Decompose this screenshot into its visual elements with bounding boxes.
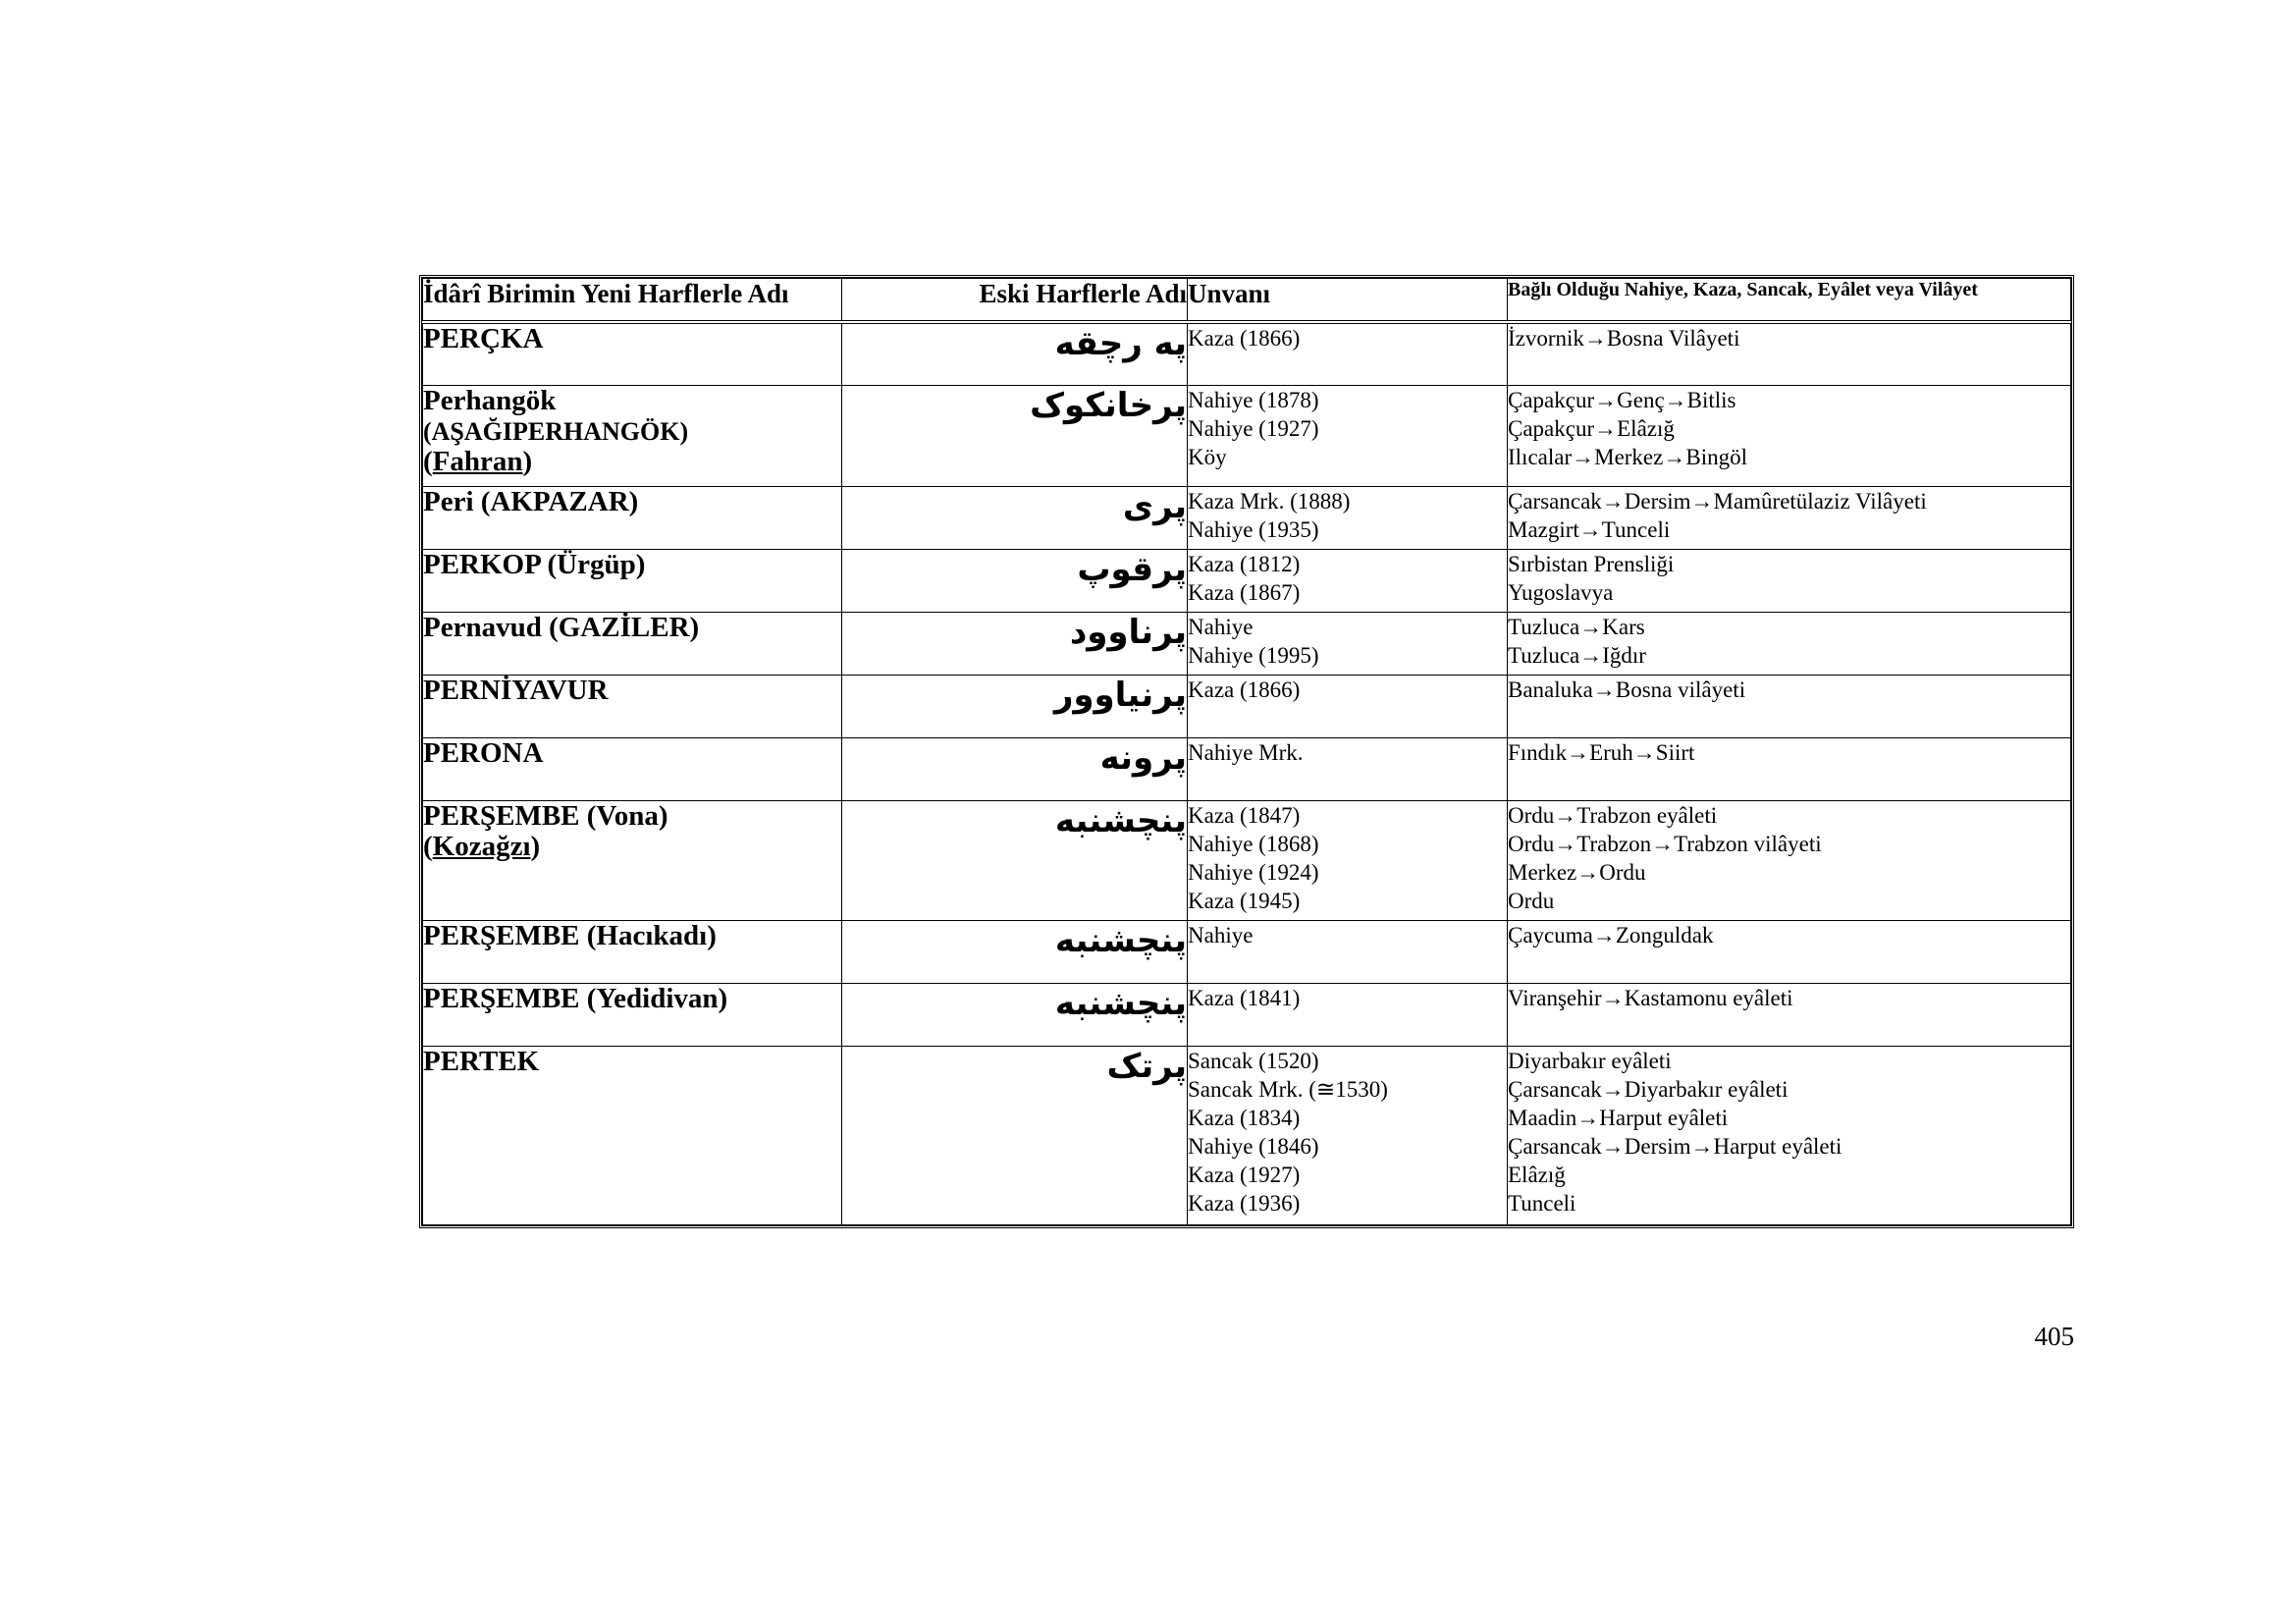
parent-entry: Yugoslavya	[1508, 579, 1614, 605]
old-name-cell: پرخانكوک	[842, 385, 1188, 486]
table-body	[423, 322, 2071, 1224]
title-entry: Kaza (1812)	[1188, 551, 1301, 576]
title-entry: Köy	[1188, 444, 1227, 469]
old-name-cell: پنچشنبه	[842, 800, 1188, 920]
title-cell	[1188, 737, 1508, 800]
parent-cell	[1508, 486, 2071, 549]
old-name-cell: پرتک	[842, 1046, 1188, 1224]
parent-entry: Çarsancak→Dersim→Mamûretülaziz Vilâyeti	[1508, 488, 1927, 514]
table-row	[423, 737, 2071, 800]
new-name-cell	[423, 800, 842, 920]
header-row	[423, 279, 2071, 323]
old-name-cell: پرنياوور	[842, 675, 1188, 737]
title-entry: Nahiye (1927)	[1188, 415, 1319, 441]
parent-cell	[1508, 1046, 2071, 1224]
parent-cell	[1508, 385, 2071, 486]
parent-cell	[1508, 612, 2071, 675]
title-entry: Sancak (1520)	[1188, 1048, 1319, 1073]
unit-name: Peri (AKPAZAR)	[423, 485, 639, 517]
title-cell	[1188, 549, 1508, 612]
title-cell	[1188, 675, 1508, 737]
header-old-name: Eski Harflerle Adı	[842, 279, 1188, 323]
parent-entry: Ordu	[1508, 888, 1555, 913]
unit-name: PERKOP (Ürgüp)	[423, 548, 646, 580]
title-entry: Nahiye	[1188, 614, 1254, 639]
title-entry: Kaza (1866)	[1188, 326, 1301, 351]
title-entry: Kaza (1927)	[1188, 1162, 1301, 1187]
title-entry: Kaza (1936)	[1188, 1190, 1301, 1216]
title-entry: Kaza (1847)	[1188, 802, 1301, 828]
parent-cell	[1508, 549, 2071, 612]
unit-name: PERŞEMBE (Yedidivan)	[423, 982, 728, 1014]
new-name-cell	[423, 920, 842, 983]
parent-entry: Fındık→Eruh→Siirt	[1508, 739, 1695, 765]
new-name-cell	[423, 983, 842, 1046]
unit-name: PERNİYAVUR	[423, 674, 609, 706]
unit-name: PERŞEMBE (Vona)	[423, 799, 668, 832]
new-name-cell	[423, 486, 842, 549]
parent-entry: Çapakçur→Elâzığ	[1508, 415, 1675, 441]
title-entry: Nahiye (1924)	[1188, 859, 1319, 885]
title-entry: Nahiye Mrk.	[1188, 739, 1304, 765]
old-name-cell: پرونه	[842, 737, 1188, 800]
unit-old-name: Kozağzı	[432, 830, 531, 862]
parent-entry: Ordu→Trabzon eyâleti	[1508, 802, 1718, 828]
new-name-cell	[423, 385, 842, 486]
title-entry: Kaza (1867)	[1188, 579, 1301, 605]
parent-cell	[1508, 737, 2071, 800]
unit-alt-name: (AŞAĞIPERHANGÖK)	[423, 416, 689, 446]
title-entry: Nahiye (1846)	[1188, 1133, 1319, 1159]
new-name-cell	[423, 1046, 842, 1224]
parent-entry: Elâzığ	[1508, 1162, 1566, 1187]
parent-entry: İzvornik→Bosna Vilâyeti	[1508, 326, 1740, 351]
unit-name: PERTEK	[423, 1045, 540, 1077]
unit-name: PERONA	[423, 736, 544, 769]
unit-name: PERÇKA	[423, 323, 544, 354]
parent-entry: Tuzluca→Iğdır	[1508, 642, 1646, 668]
admin-units-table	[419, 275, 2074, 1228]
title-entry: Kaza (1841)	[1188, 985, 1301, 1010]
new-name-cell	[423, 675, 842, 737]
title-entry: Sancak Mrk. (≅1530)	[1188, 1076, 1388, 1102]
parent-entry: Çapakçur→Genç→Bitlis	[1508, 387, 1736, 412]
old-name-cell: پرناوود	[842, 612, 1188, 675]
parent-entry: Banaluka→Bosna vilâyeti	[1508, 677, 1746, 702]
old-name-cell: پنچشنبه	[842, 983, 1188, 1046]
parent-entry: Ilıcalar→Merkez→Bingöl	[1508, 444, 1747, 469]
new-name-cell	[423, 612, 842, 675]
header-new-name: İdârî Birimin Yeni Harflerle Adı	[423, 279, 842, 323]
table-row	[423, 486, 2071, 549]
table-row	[423, 322, 2071, 385]
header-title: Unvanı	[1188, 279, 1508, 323]
title-entry: Kaza (1866)	[1188, 677, 1301, 702]
parent-entry: Mazgirt→Tunceli	[1508, 516, 1671, 542]
unit-name: Perhangök	[423, 384, 557, 416]
old-name-cell: پرقوپ	[842, 549, 1188, 612]
table-row	[423, 800, 2071, 920]
new-name-cell	[423, 737, 842, 800]
old-name-cell: پنچشنبه	[842, 920, 1188, 983]
title-cell	[1188, 322, 1508, 385]
parent-cell	[1508, 800, 2071, 920]
table-row	[423, 675, 2071, 737]
new-name-cell	[423, 549, 842, 612]
parent-entry: Çarsancak→Dersim→Harput eyâleti	[1508, 1133, 1842, 1159]
parent-entry: Ordu→Trabzon→Trabzon vilâyeti	[1508, 831, 1822, 856]
title-entry: Nahiye (1995)	[1188, 642, 1319, 668]
title-cell	[1188, 612, 1508, 675]
title-entry: Nahiye	[1188, 922, 1254, 947]
title-entry: Nahiye (1878)	[1188, 387, 1319, 412]
title-cell	[1188, 800, 1508, 920]
page-number: 405	[2034, 1322, 2074, 1351]
table-row	[423, 983, 2071, 1046]
parent-entry: Tuzluca→Kars	[1508, 614, 1645, 639]
parent-entry: Diyarbakır eyâleti	[1508, 1048, 1672, 1073]
unit-name: Pernavud (GAZİLER)	[423, 611, 700, 643]
new-name-cell	[423, 322, 842, 385]
unit-name: PERŞEMBE (Hacıkadı)	[423, 919, 717, 951]
title-cell	[1188, 1046, 1508, 1224]
parent-entry: Tunceli	[1508, 1190, 1576, 1216]
parent-entry: Maadin→Harput eyâleti	[1508, 1105, 1729, 1130]
parent-entry: Merkez→Ordu	[1508, 859, 1646, 885]
parent-entry: Sırbistan Prensliği	[1508, 551, 1675, 576]
title-entry: Nahiye (1868)	[1188, 831, 1319, 856]
parent-entry: Çaycuma→Zonguldak	[1508, 922, 1714, 947]
title-entry: Nahiye (1935)	[1188, 516, 1319, 542]
table-row	[423, 385, 2071, 486]
unit-old-name-line: (Kozağzı)	[423, 830, 541, 862]
table	[422, 278, 2071, 1225]
parent-cell	[1508, 675, 2071, 737]
title-entry: Kaza Mrk. (1888)	[1188, 488, 1351, 514]
unit-old-name: Fahran	[432, 445, 523, 477]
title-cell	[1188, 983, 1508, 1046]
parent-entry: Viranşehir→Kastamonu eyâleti	[1508, 985, 1793, 1010]
parent-cell	[1508, 322, 2071, 385]
parent-cell	[1508, 920, 2071, 983]
table-row	[423, 549, 2071, 612]
old-name-cell: په رچقه	[842, 322, 1188, 385]
table-row	[423, 612, 2071, 675]
title-cell	[1188, 385, 1508, 486]
header-parent: Bağlı Olduğu Nahiye, Kaza, Sancak, Eyâlet veya Vilâyet	[1508, 279, 2071, 323]
old-name-cell: پرى	[842, 486, 1188, 549]
title-entry: Kaza (1945)	[1188, 888, 1301, 913]
title-cell	[1188, 486, 1508, 549]
unit-old-name-line: (Fahran)	[423, 445, 533, 477]
parent-entry: Çarsancak→Diyarbakır eyâleti	[1508, 1076, 1789, 1102]
title-cell	[1188, 920, 1508, 983]
table-row	[423, 1046, 2071, 1224]
parent-cell	[1508, 983, 2071, 1046]
table-row	[423, 920, 2071, 983]
title-entry: Kaza (1834)	[1188, 1105, 1301, 1130]
